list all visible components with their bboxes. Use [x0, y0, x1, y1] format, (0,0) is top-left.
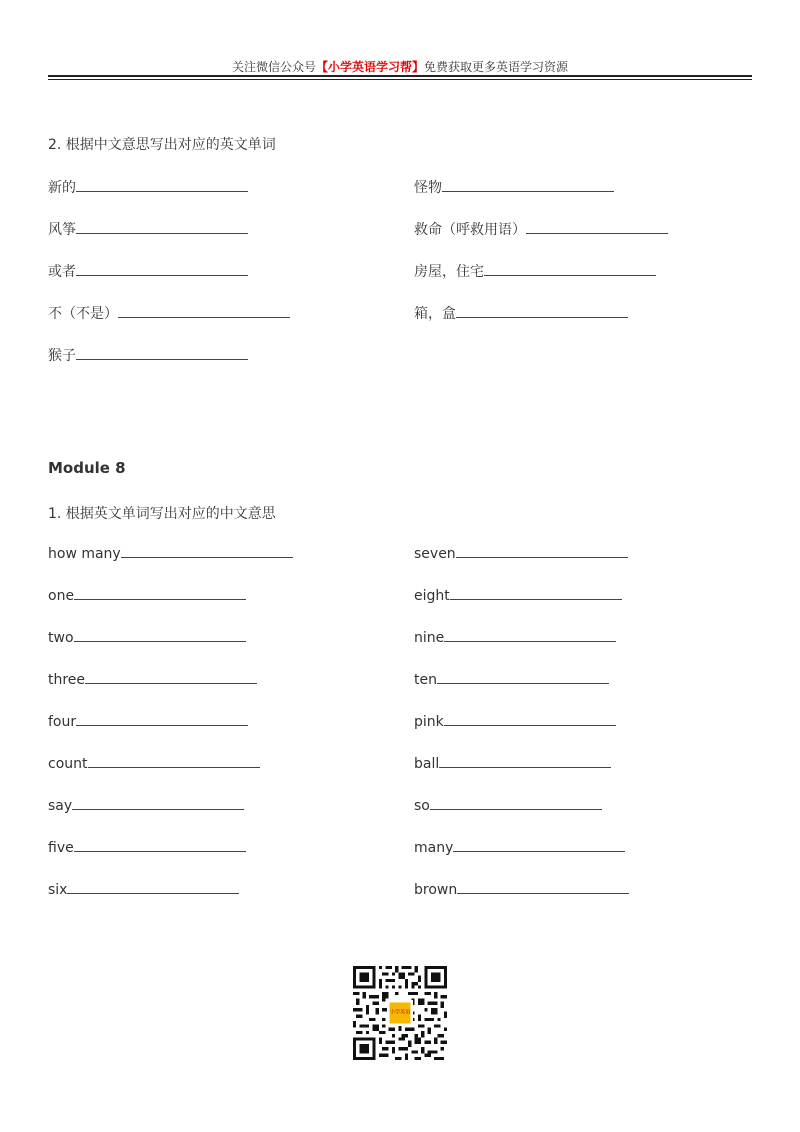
- answer-blank[interactable]: [437, 671, 609, 684]
- cn-item-box: 箱，盒: [414, 303, 628, 323]
- answer-blank[interactable]: [456, 305, 628, 318]
- cn-item-not: 不（不是）: [48, 303, 290, 323]
- answer-blank[interactable]: [72, 797, 244, 810]
- cn-item-house: 房屋，住宅: [414, 261, 656, 281]
- header-suffix: 免费获取更多英语学习资源: [424, 60, 569, 74]
- en-item-ball: ball: [414, 755, 611, 772]
- answer-blank[interactable]: [121, 545, 293, 558]
- answer-blank[interactable]: [76, 221, 248, 234]
- answer-blank[interactable]: [444, 713, 616, 726]
- page-header: [0, 58, 800, 75]
- answer-blank[interactable]: [76, 713, 248, 726]
- en-item-three: three: [48, 671, 257, 688]
- answer-blank[interactable]: [74, 839, 246, 852]
- header-prefix: 关注微信公众号: [231, 60, 316, 74]
- en-item-one: one: [48, 587, 246, 604]
- answer-blank[interactable]: [430, 797, 602, 810]
- cn-item-new: 新的: [48, 177, 248, 197]
- module-heading: Module 8: [48, 459, 126, 477]
- cn-item-kite: 风筝: [48, 219, 248, 239]
- answer-blank[interactable]: [456, 545, 628, 558]
- answer-blank[interactable]: [457, 881, 629, 894]
- answer-blank[interactable]: [76, 347, 248, 360]
- header-rule: [48, 75, 752, 77]
- en-item-five: five: [48, 839, 246, 856]
- header-highlight: 【小学英语学习帮】: [315, 60, 424, 74]
- qr-logo-text: 小学英语: [389, 1009, 411, 1016]
- answer-blank[interactable]: [85, 671, 257, 684]
- answer-blank[interactable]: [118, 305, 290, 318]
- cn-item-monster: 怪物: [414, 177, 614, 197]
- answer-blank[interactable]: [76, 263, 248, 276]
- answer-blank[interactable]: [76, 179, 248, 192]
- en-item-two: two: [48, 629, 246, 646]
- answer-blank[interactable]: [74, 629, 246, 642]
- en-item-four: four: [48, 713, 248, 730]
- en-item-how-many: how many: [48, 545, 293, 562]
- answer-blank[interactable]: [444, 629, 616, 642]
- answer-blank[interactable]: [450, 587, 622, 600]
- answer-blank[interactable]: [74, 587, 246, 600]
- cn-item-help: 救命（呼救用语）: [414, 219, 668, 239]
- en-item-pink: pink: [414, 713, 616, 730]
- answer-blank[interactable]: [88, 755, 260, 768]
- cn-item-or: 或者: [48, 261, 248, 281]
- qr-code: [353, 966, 447, 1060]
- en-item-count: count: [48, 755, 260, 772]
- en-item-ten: ten: [414, 671, 609, 688]
- answer-blank[interactable]: [67, 881, 239, 894]
- en-item-eight: eight: [414, 587, 622, 604]
- module8-section1-title: 1. 根据英文单词写出对应的中文意思: [48, 506, 276, 522]
- answer-blank[interactable]: [453, 839, 625, 852]
- en-item-seven: seven: [414, 545, 628, 562]
- header-rule-thin: [48, 79, 752, 80]
- en-item-nine: nine: [414, 629, 616, 646]
- en-item-brown: brown: [414, 881, 629, 898]
- answer-blank[interactable]: [439, 755, 611, 768]
- cn-item-monkey: 猴子: [48, 345, 248, 365]
- answer-blank[interactable]: [526, 221, 668, 234]
- en-item-so: so: [414, 797, 602, 814]
- en-item-many: many: [414, 839, 625, 856]
- en-item-six: six: [48, 881, 239, 898]
- en-item-say: say: [48, 797, 244, 814]
- answer-blank[interactable]: [442, 179, 614, 192]
- answer-blank[interactable]: [484, 263, 656, 276]
- section2-title: 2. 根据中文意思写出对应的英文单词: [48, 137, 276, 153]
